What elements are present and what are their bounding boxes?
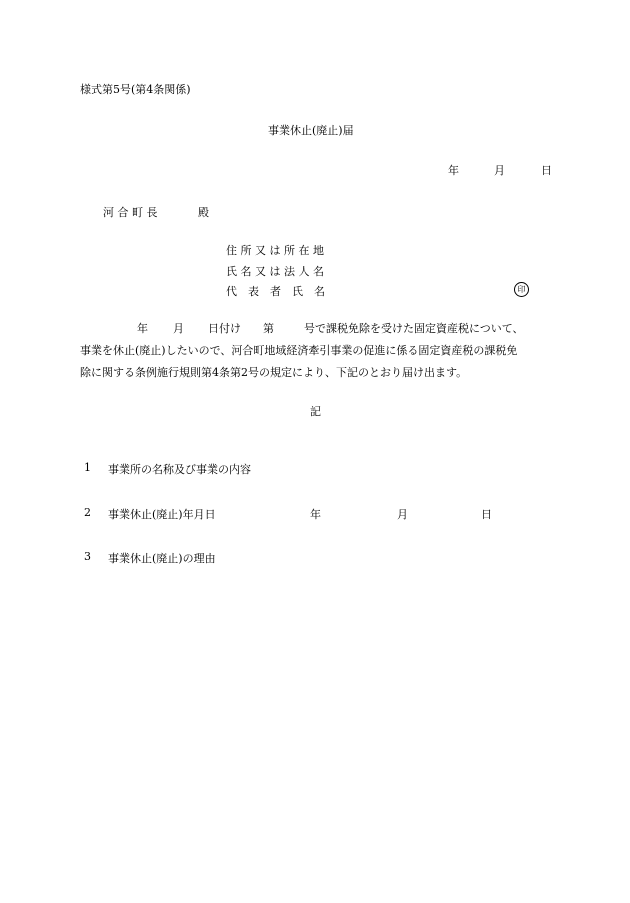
body-month: 月 bbox=[173, 322, 184, 335]
item-day: 日 bbox=[481, 508, 492, 521]
form-label: 様式第5号(第4条関係) bbox=[80, 83, 191, 96]
item-label: 事業所の名称及び事業の内容 bbox=[108, 463, 251, 476]
item-year: 年 bbox=[310, 508, 321, 521]
seal-mark: 印 bbox=[514, 282, 529, 297]
body-date-suffix: 日付け bbox=[208, 322, 241, 335]
body-no-prefix: 第 bbox=[263, 322, 274, 335]
body-line-1-rest: 号で課税免除を受けた固定資産税について、 bbox=[304, 322, 524, 335]
ki-heading: 記 bbox=[310, 405, 321, 418]
body-paragraph bbox=[80, 318, 556, 384]
addressee-honorific: 殿 bbox=[198, 206, 209, 219]
body-year: 年 bbox=[137, 322, 148, 335]
item-number: 3 bbox=[84, 550, 91, 563]
document-title: 事業休止(廃止)届 bbox=[268, 124, 354, 137]
address-label: 住 所 又 は 所 在 地 bbox=[226, 244, 324, 257]
item-label: 事業休止(廃止)の理由 bbox=[108, 552, 216, 565]
item-label: 事業休止(廃止)年月日 bbox=[108, 508, 216, 521]
addressee-name: 河 合 町 長 bbox=[103, 206, 158, 219]
date-day: 日 bbox=[541, 164, 552, 177]
body-line-3: 除に関する条例施行規則第4条第2号の規定により、下記のとおり届け出ます。 bbox=[80, 366, 468, 379]
body-line-1 bbox=[80, 318, 556, 340]
date-month: 月 bbox=[494, 164, 505, 177]
item-month: 月 bbox=[397, 508, 408, 521]
item-number: 1 bbox=[84, 461, 91, 474]
body-line-2: 事業を休止(廃止)したいので、河合町地域経済牽引事業の促進に係る固定資産税の課税免 bbox=[80, 344, 518, 357]
representative-label: 代 表 者 氏 名 bbox=[226, 285, 325, 298]
date-year: 年 bbox=[448, 164, 459, 177]
name-label: 氏 名 又 は 法 人 名 bbox=[226, 265, 324, 278]
item-number: 2 bbox=[84, 506, 91, 519]
